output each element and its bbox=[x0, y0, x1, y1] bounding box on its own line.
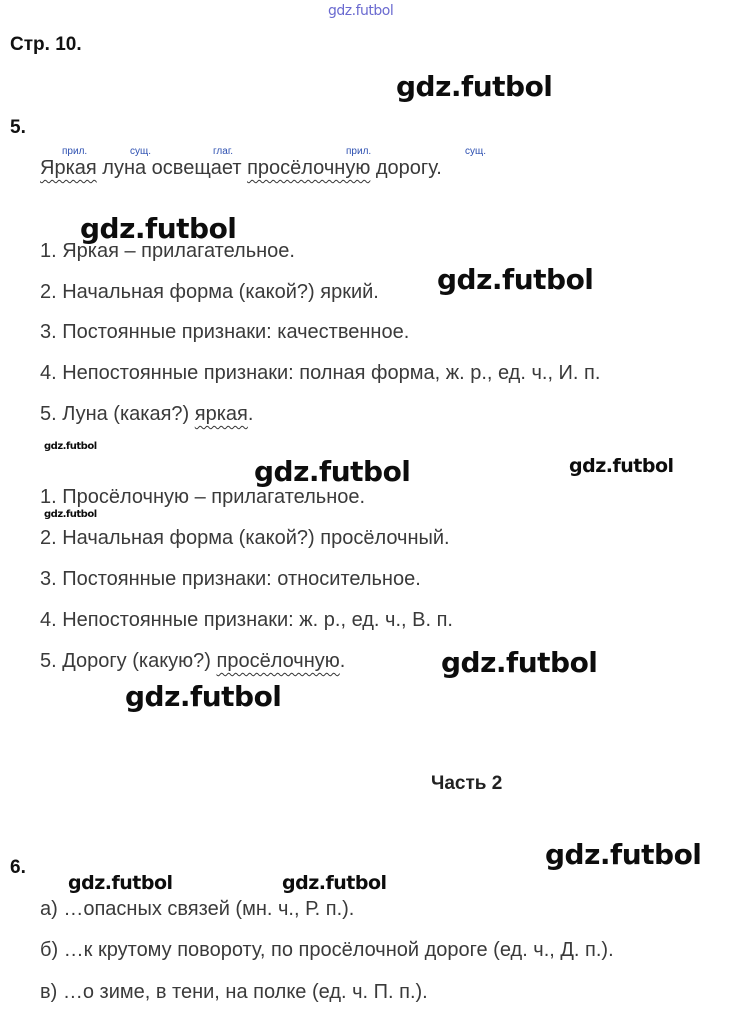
pos-tag: сущ. bbox=[465, 146, 487, 157]
analysis-line: 1. Просёлочную – прилагательное. bbox=[40, 486, 366, 508]
analysis-text: 5. Луна (какая?) bbox=[40, 403, 195, 425]
analysis-line: 2. Начальная форма (какой?) просёлочный. bbox=[40, 527, 450, 549]
sentence-text: луна освещает bbox=[96, 157, 248, 179]
section-title: Часть 2 bbox=[431, 773, 503, 794]
analysis-line bbox=[40, 650, 345, 673]
watermark: gdz.futbol bbox=[441, 646, 598, 679]
watermark: gdz.futbol bbox=[44, 441, 97, 452]
analysis-line: 4. Непостоянные признаки: ж. р., ед. ч., В. п. bbox=[40, 609, 453, 631]
pos-tag: прил. bbox=[346, 146, 372, 157]
watermark: gdz.futbol bbox=[437, 263, 594, 296]
watermark: gdz.futbol bbox=[396, 70, 553, 103]
analysis-text: . bbox=[247, 403, 254, 425]
pos-tag: прил. bbox=[62, 146, 88, 157]
answer-line: а) …опасных связей (мн. ч., Р. п.). bbox=[40, 898, 355, 920]
underlined-word: Яркая bbox=[40, 157, 97, 179]
pos-tag: глаг. bbox=[213, 146, 234, 157]
analysis-line: 3. Постоянные признаки: относительное. bbox=[40, 568, 421, 590]
analysis-line: 1. Яркая – прилагательное. bbox=[40, 240, 295, 262]
underlined-word: просёлочную bbox=[216, 650, 340, 672]
watermark: gdz.futbol bbox=[68, 872, 173, 894]
watermark: gdz.futbol bbox=[254, 455, 411, 488]
analysis-line bbox=[40, 403, 253, 426]
analysis-line: 2. Начальная форма (какой?) яркий. bbox=[40, 281, 379, 303]
watermark: gdz.futbol bbox=[125, 680, 282, 713]
watermark: gdz.futbol bbox=[545, 838, 702, 871]
watermark: gdz.futbol bbox=[44, 509, 97, 520]
analysis-line: 4. Непостоянные признаки: полная форма, ж. р., ед. ч., И. п. bbox=[40, 362, 601, 384]
page-header: Стр. 10. bbox=[10, 34, 82, 55]
sentence-text: дорогу. bbox=[370, 157, 442, 179]
underlined-word: просёлочную bbox=[247, 157, 371, 179]
watermark: gdz.futbol bbox=[80, 212, 237, 245]
watermark: gdz.futbol bbox=[569, 455, 674, 477]
analysis-line: 3. Постоянные признаки: качественное. bbox=[40, 321, 410, 343]
underlined-word: яркая bbox=[194, 403, 248, 425]
answer-line: б) …к крутому повороту, по просёлочной дороге (ед. ч., Д. п.). bbox=[40, 939, 614, 961]
answer-line: в) …о зиме, в тени, на полке (ед. ч. П. п.). bbox=[40, 981, 428, 1003]
watermark: gdz.futbol bbox=[328, 3, 394, 19]
exercise-number: 5. bbox=[10, 117, 26, 138]
pos-tag: сущ. bbox=[130, 146, 152, 157]
analysis-text: 5. Дорогу (какую?) bbox=[40, 650, 217, 672]
exercise-number: 6. bbox=[10, 857, 26, 878]
watermark: gdz.futbol bbox=[282, 872, 387, 894]
analysis-text: . bbox=[339, 650, 346, 672]
example-sentence bbox=[40, 157, 442, 180]
